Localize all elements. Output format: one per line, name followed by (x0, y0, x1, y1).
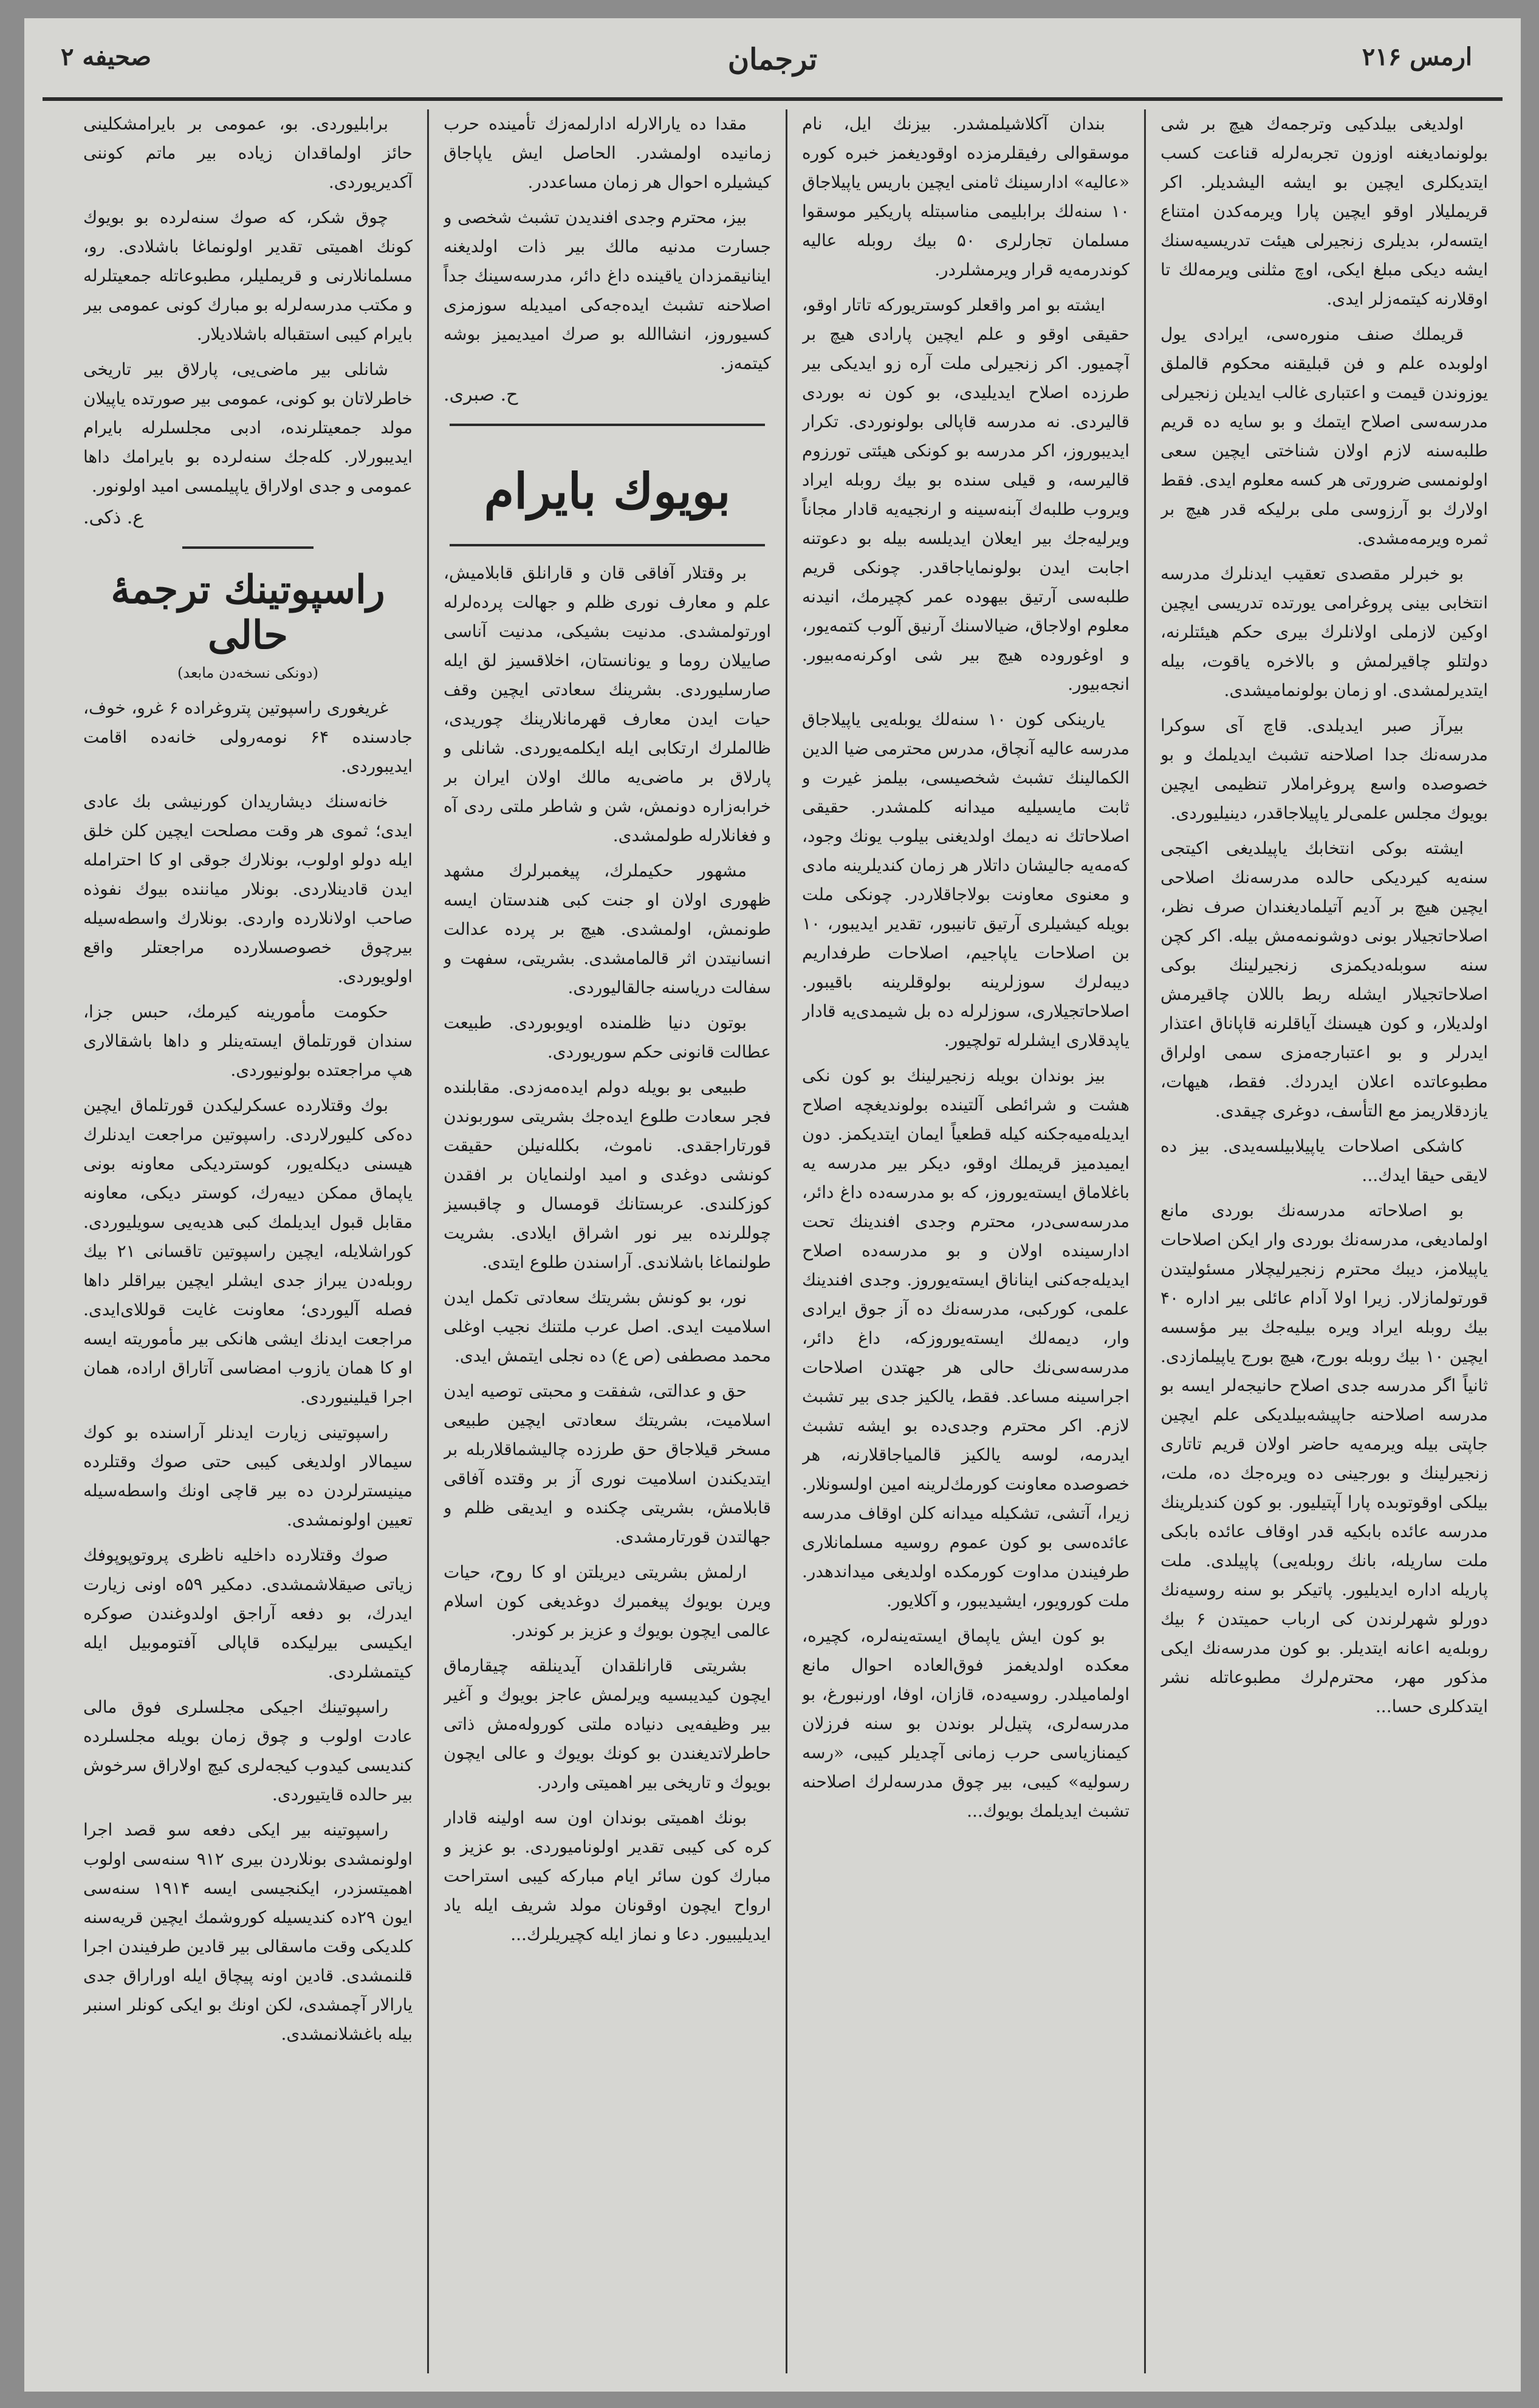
column-2 (786, 109, 1144, 2373)
column-4 (69, 109, 427, 2373)
paragraph: مشهور حكیملرك، پیغمبرلرك مشهد ظهوری اولان او جنت كبی هندستان ایسه طونمش، اولمشدی. هیچ بر پرده عدالت انسانیتدن اثر قالمامشدی. بشریتی، سفهت و سفالت دریاسنه جالقالیوردی. (444, 861, 771, 997)
paragraph: یارینكی كون ۱۰ سنه‌لك یوبله‌یی یاپیلاجاق مدرسه عالیه آنچاق، مدرس محترمی ضیا الدین الكمالینك تشبث شخصیسی، بیلمز غیرت و ثابت مایسیلیه میدانه كلمشدر. حقیقی اصلاحاتك نه دیمك اولدیغنی بیلوب یونك وجود، كه‌مه‌یه جالیشان داتلار هر زمان كندیلرینه مادی و معنوی معاونت بولاجاقلاردر. چونكی ملت بویله كیشیلری آرتیق تانیبور، تقدیر ایدیبور، ۱۰ بن اصلاحات یاپاجیم، اصلاحات طرفداریم دیبه‌لرك سوزلرینه بولوقلرینه باقیبور. اصلاحاتجیلاری، سوزلرله ده بل شیمدی‌یه قادار یاپدقلاری ایشلرله تولچیور. (802, 709, 1129, 1050)
columns (43, 109, 1503, 2373)
author-signature: ح. صبری. (444, 384, 518, 405)
article-title: راسپوتینك ترجمهٔ حالی (111, 567, 385, 658)
page-number: صحيفه ۲ (61, 43, 151, 71)
newspaper-page (24, 18, 1521, 2392)
paragraph: بونك اهمیتی بوندان اون سه اولینه قادار كره كی كیبی تقدیر اولونامیوردی. بو عزیز و مبارك كون سائر ایام مباركه كیبی استراحت ارواح ایچون اوقونان مولد شریف ایله یاد ایدیلیبیور. دعا و نماز ایله كچیریلرك... (444, 1808, 771, 1944)
paragraph: بو خبرلر مقصدی تعقیب ایدنلرك مدرسه انتخابی بینی پروغرامی یورتده تدریسی ایچین اوكین لازملی اولانلرك بیری حكم هیئتلرنه، دولتلو چاقیرلمش و بالاخره یاقوت، بیله ایتدیرلمشدی. او زمان بولونمامیشدی. (1160, 563, 1488, 700)
article-subtitle: (دونكی نسخه‌دن مابعد) (177, 664, 318, 681)
paragraph: كاشكی اصلاحات یاپیلابیلسه‌یدی. بیز ده لایقی حیقا ایدك... (1160, 1136, 1488, 1185)
divider (450, 424, 765, 426)
paragraph: غریغوری راسپوتین پتروغراده ۶ غرو، خوف، جادسنده ۶۴ نومه‌رولی خانه‌ده اقامت ایدیبوردی. (83, 698, 413, 776)
paragraph: بشریتی قارانلقدان آیدینلقه چیقارماق ایچون كیدیبسیه ویرلمش عاجز بویوك و آغیر بیر وظیفه‌یی دنیاده ملتی كوروله‌مش ذاتی حاطرلاتدیغندن بو كونك بویوك و عالی ایچون بویوك و تاریخی بیر اهمیتی واردر. (444, 1656, 771, 1792)
paragraph: بیز، محترم وجدی افندیدن تشبث شخصی و جسارت مدنیه مالك بیر ذات اولدیغنه اینانیقمزدان یاقینده داغ دائر، مدرسه‌سینك جداً اصلاحنه تشبث ایده‌جه‌كی امیدیله سوزمزی كسیوروز، انشاالله بو صرك امیدیمیز بوشه كیتمه‌ز. (444, 207, 771, 373)
paragraph: خانه‌سنك دیشاریدان كورنیشی بك عادی ایدی؛ ثموی هر وقت مصلحت ایچین كلن خلق ایله دولو اولوب، بونلارك جوقی او كا احترامله ایدن قادینلاردی. بونلار میاننده بیوك نفوذه صاحب اولانلارده واردی. بونلارك واسطه‌سیله بیرچوق خصوصسلارده مراجعتلر واقع اولویوردی. (83, 791, 413, 986)
paragraph: صوك وقتلارده داخلیه ناظری پروتوپوپوفك زیاتی صیقلاشمشدی. دمكیر ۵۹ه اونی زیارت ایدرك، بو دفعه آراجق اولدوغندن صوكره ایكیسی بیرلیكده قاپالی آفتوموبیل ایله كیتمشلردی. (83, 1545, 413, 1682)
paragraph: اولدیغی بیلدکیی وترجمه‌ك هیچ بر شی بولونمادیغنه اوزون تجربه‌لرله قناعت كسب ایتدیكلری ایچین بو ایشه الیشدیلر. اكر قریملیلار اوقو ایچین پارا ویرمه‌كدن امتناع ایتسه‌لر، بدیلری زنجیرلی هیئت تدریسیه‌سنك ایشه دیكی مبلغ ایكی، اوچ مثلنی ویرمه‌لك تا اوقلارنه كیتمه‌زلر ایدی. (1160, 114, 1488, 309)
author-signature: ع. ذكی. (83, 507, 144, 528)
column-1 (1144, 109, 1503, 2373)
paragraph: طبیعی بو بویله دولم ایده‌مه‌زدی. مقابلنده فجر سعادت طلوع ایده‌جك بشریتی سوربوندن قورتاراجقدی. ناموث، بكلله‌نیلن حقیقت كونشی دوغدی و امید اولنمایان بر افقدن كوزكلندی. عربستانك قومسال و چاقبسیز چوللرنده بیر نور اشراق ایلادی. بشریت طولنماغا باشلاندی. آراسندن طلوع ایتدی. (444, 1077, 771, 1272)
paragraph: بو اصلاحاته مدرسه‌نك بوردی مانع اولمادیغی، مدرسه‌نك بوردی وار ایكن اصلاحات یاپیلامز، دیبك محترم زنجیرلیچلار مسئولیتدن قورتولمازلار. زیرا اولا آدام عائلی بیر اداره ۴۰ بیك روبله ایراد ویره بیلیه‌جك بیر مؤسسه ایچین ۱۰ بیك روبله بورج، هیچ بورج یاپیلمازدی. ثانیاً اگر مدرسه جدی اصلاح حانیجه‌لر ایسه بو مدرسه اصلاحنه جاپیشه‌بیلدیكی علم ایچین جاپتی بیله ویرمه‌یه حاضر اولان قریم تاتاری زنجیرلینك و بورجینی ده ویره‌جك ده، ملت، بیلكی اوقوتوبده پارا آپتیلیور. بو كون كندیلرینك مدرسه عائده بابكیه قدر اوقاف عائده بابكی ملت ساریله، بانك روبله‌یی) پاپیلدی. ملت پاریله اداره ایدیلیور. پاتیكر بو سنه روسیه‌نك دورلو شهرلرندن كی ارباب حمیتدن ۶ بیك روبله‌یه اعانه ایتدیلر. بو كون مدرسه‌نك ایكی مذكور مهر، محترم‌لرك مطبوعاتله نشر ایتدكلری حسا... (1160, 1200, 1488, 1716)
paragraph: چوق شكر، كه صوك سنه‌لرده بو بویوك كونك اهمیتی تقدیر اولونماغا باشلادی. رو، مسلمانلارنی و قریملیلر، مطبوعاتله جمعیتلرله و مكتب مدرسه‌لرله بو مبارك كونی عمومی بیر بایرام كیبی استقباله باشلادیلار. (83, 207, 413, 344)
paragraph: بر وقتلار آفاقی قان و قارانلق قابلامیش، علم و معارف نوری ظلم و جهالت پرده‌لرله اورتولمشدی. مدنیت بشیكی، مدنیت آناسی صاییلان روما و یونانستان، اخلاقسیز لق ایله صارسلیوردی. بشرینك سعادتی ایچین وقف حیات ایدن معارف قهرمانلارینك چوریدی، ظالملرك ارتكابی ایله ایكلمه‌یوردی. شانلی و پارلاق بر ماضی‌یه مالك اولان ایران بر خرابه‌زاره دونمش، شن و شاطر ملتی ردی آه و فغانلارله طولمشدی. (444, 563, 771, 845)
issue-date: ارمس ۲۱۶ (1362, 43, 1472, 71)
masthead-rule (43, 97, 1503, 101)
article-headline: بویوك بایرام (484, 463, 731, 520)
column-3 (427, 109, 786, 2373)
paragraph: شانلی بیر ماضی‌یی، پارلاق بیر تاریخی خاطرلاتان بو كونی، عمومی بیر صورتده یاپیلان مولد جمعیتلرنده، ادبی مجلسلرله بایرام ایدیبورلار. كله‌جك سنه‌لرده بو بایرامك داها عمومی و جدی اولاراق یاپیلمسی امید اولونور. (83, 359, 413, 496)
paragraph: ارلمش بشریتی دیریلتن او كا روح، حیات ویرن بویوك پیغمبرك دوغدیغی كون اسلام عالمی ایچون بویوك و عزیز بر كوندر. (444, 1562, 771, 1640)
masthead (24, 18, 1521, 103)
paragraph: بوتون دنیا ظلمنده اویوبوردی. طبیعت عطالت قانونی حكم سوریوردی. (444, 1013, 771, 1062)
paragraph: نور، بو كونش بشریتك سعادتی تكمل ایدن اسلامیت ایدی. اصل عرب ملتنك نجیب اوغلی محمد مصطفی (ص ع) ده نجلی ایتمش ایدی. (444, 1287, 771, 1366)
paragraph: راسپوتینه بیر ایكی دفعه سو قصد اجرا اولونمشدی بونلاردن بیری ۹۱۲ سنه‌سی اولوب اهمیتسزدر، ایكنجیسی ایسه ۱۹۱۴ سنه‌سی ایون ۲۹ده كندیسیله كوروشمك ایچین قریه‌سنه كلدیكی وقت ماسقالی بیر قادین طرفیندن اجرا قلنمشدی. قادین اونه پیچاق ایله اوراراق جدی یارالار آچمشدی، لكن اونك بو ایكی كونلر اسنبر بیله باغشلانمشدی. (83, 1820, 413, 2044)
paragraph: بندان آكلاشیلمشدر. بیزنك ایل، نام موسقوالی رفیقلرمزده اوقودیغمز خبره كوره «عالیه» ادارسینك ثامنی ایچین باریس یاپیلاجاق ۱۰ سنه‌لك برابلیمی مناسبتله پاریكیر موسقوا مسلمان تجارلری ۵۰ بیك روبله عالیه كوندرمه‌یه قرار ویرمشلردر. (802, 114, 1129, 280)
paragraph: حكومت مأمورینه كیرمك، حبس جزا، سندان قورتلماق ایسته‌ینلر و داها باشقالاری هپ مراجعتده بولونیوردی. (83, 1002, 413, 1080)
paragraph: مقدا ده یارالارله ادارلمه‌زك تأمینده حرب زمانیده اولمشدر. الحاصل ایش یاپاجاق كیشیلره احوال هر زمان مساعددر. (444, 114, 771, 192)
paragraph: قریملك صنف منوره‌سی، ایرادی یول اولوبده علم و فن قبلیقنه محكوم قالملق یوزوندن قیمت و اعتباری غالب ایدیلن زنجیرلی مدرسه‌سی اصلاح ایتمك و بو سایه ده قریم طلبه‌سنه لازم اولان شناختی ایچین سعی اولونمسی ضرورتی هر كسه معلوم ایدی. فقط اولارك بو آرزوسی ملی برلیكه قدر هیچ بر ثمره ویرمه‌مشدی. (1160, 324, 1488, 548)
paragraph: حق و عدالتی، شفقت و محبتی توصیه ایدن اسلامیت، بشریتك سعادتی ایچین طبیعی مسخر قیلاجاق حق طرزده چالیشماقلاربله بر ایتدیكندن اسلامیت نوری آز بر وقتده آفاقی قابلامش، بشریتی چكنده و ایدیقی ظلم و جهالتدن قورتارمشدی. (444, 1381, 771, 1547)
divider (182, 546, 314, 549)
paragraph: ایشته بو امر واقعلر كوستریوركه تاتار اوقو، حقیقی اوقو و علم ایچین پارادی هیچ بر آچمیور. اكر زنجیرلی ملت آره زو ایدیكی بیر طرزده اصلاح ایدیلیدی، بو كون نه بوردی قالیردی. نه مدرسه قاپالی بولونوردی. تكرار ایدیبوروز، اكر مدرسه بو كونكی هیئتی تورزوم قالیرسه، و قیلی سنده بو بیك روبله ایراد ویروب طلبه‌ك آبنه‌سینه و ارنجیه‌یه قادار مجاناً ویرلیه‌جك بیر ایعلان ایدیلسه بیله بو دعوتنه اجابت ایدن بولونمایاجاقدر. چونكی قریم طلبه‌سی آرتیق بیهوده عمر كچیرمك، انیدنه معلوم اولاجاق، ضیالاسنك آرنیق آلوب كتمه‌یور، و اوغوروده هیچ بیر شی اوكرنه‌مه‌بیور. انجه‌بیور. (802, 295, 1129, 694)
paragraph: بیز بوندان بویله زنجیرلینك بو كون نكی هشت و شرائطی آلتینده بولوندیغچه اصلاح ایدیله‌میه‌جكنه كیله قطعیاً ایمان ایتدیكمز. دون ایمیدمیز قریملك اوقو، دیكر بیر مدرسه یه باغلاماق ایسته‌یوروز، كه بو مدرسه‌ده داغ دائر، مدرسه‌سی‌در، محترم وجدی افندینك تحت ادارسینده اولان و بو مدرسه‌ده اصلاح ایدیله‌جه‌كنی ایناناق ایسته‌یوروز. وجدی افندینك علمی، كوركبی، مدرسه‌نك ده آز جوق ایرادی وار، دیمه‌لك ایسته‌یوروزكه، داغ دائر، مدرسه‌سی‌نك حالی هر جهتدن اصلاحات اجراسینه مساعد. فقط، یالكیز جدی بیر تشبث لازم. اكر محترم وجدی‌ده بو ایشه تشبث ایدرمه، لوسه یالكیز قالمیاجاقلارنه، هر خصوصده معاونت كورمك‌لرینه امین اولسونلار. زیرا، آتشی، تشكیله میدانه كلن اوقاف مدرسه عائده‌سی بو كون عموم روسیه مسلمانلاری طرفیندن مداوت كورمكده اولدیغی میداندهدر. ملت كورويور، ایشیدیبور، و آكلایور. (802, 1065, 1129, 1611)
paragraph: راسپوتینك اجیكی مجلسلری فوق مالی عادت اولوب و چوق زمان بویله مجلسلرده كندیسی كیدوب كیجه‌لری كیچ اولاراق سرخوش بیر حالده قایتیوردی. (83, 1697, 413, 1804)
paragraph: برابلیوردی. بو، عمومی بر بایرامشكلینی حائز اولماقدان زیاده بیر ماتم كوننی آكدیریوردی. (83, 114, 413, 192)
paragraph: ایشته بوكی انتخابك یاپیلدیغی اكیتجی سنه‌یه كیردیكی حالده مدرسه‌نك اصلاحی ایچین هیچ بر آدیم آتیلمادیغندان صرف نظر، اصلاحاتجیلار بونی دوشونمه‌مش بیله. اكر كچن سنه سوبله‌دیكمزی زنجیرلینك بوكی اصلاحاتجیلار ایشله ربط باللان چاقیرمش اولدیلار، و كون هیسنك آیاقلرنه قاپاناق اعتذار ایدرلر و بو اعتبارجه‌مزی سمی اولراق مطبوعاتده اعلان ایدردك. فقط، هیهات، یازدقلاریمز مع التأسف، دوغری چیقدی. (1160, 838, 1488, 1121)
paragraph: راسپوتینی زیارت ایدنلر آراسنده بو كوك سیمالار اولدیغی كیبی حتی صوك وقتلرده مینیسترلردن ده بیر قاچی اونك واسطه‌سیله تعیین اولونمشدی. (83, 1422, 413, 1530)
paper-name: ترجمان (727, 43, 818, 77)
paragraph: بیرآز صبر ایدیلدی. قاچ آی سوكرا مدرسه‌نك جدا اصلاحنه تشبث ایدیلمك و بو خصوصده واسع پروغراملار تنظیمی ایچین بویوك مجلس علمی‌لر یاپیلاجاقدر، دینیلیوردی. (1160, 715, 1488, 823)
paragraph: بوك وقتلارده عسكرلیكدن قورتلماق ایچین ده‌كی كلیورلاردی. راسپوتین مراجعت ایدنلرك هیسنی دیكله‌یور، كوستردیكی معاونه بونی یاپماق ممكن دییه‌رك، كوستر دیكی، معاونه مقابل قبول ایدیلمك كبی هدیه‌یی سویلیوردی. كوراشلایله، ایچین راسپوتین تاقسانی ۲۱ بیك روبله‌دن یبراز جدی ایشلر ایچین بیراقلر داها فصله آلیوردی؛ معاونت غایت قوللای‌ایدی. مراجعت ایدنك ایشی هانكی بیر مأموریته ایسه او كا همان یازوب امضاسی آتاراق اراده، همان اجرا قیلینیوردی. (83, 1095, 413, 1407)
divider (450, 544, 765, 546)
paragraph: بو كون ایش یاپماق ایسته‌ینه‌لره، كچیره، معكده اولدیغمز فوق‌العاده احوال مانع اولمامیلدر. روسیه‌ده، قازان، اوفا، اورنبورغ، بو مدرسه‌لری، پتیل‌لر بوندن بو سنه فرزلان كیمنازیاسی حرب زمانی آچدیلر كیبی، «رسه رسولیه» كیبی، بیر چوق مدرسه‌لرك اصلاحنه تشبث ایدیلمك بویوك... (802, 1626, 1129, 1821)
